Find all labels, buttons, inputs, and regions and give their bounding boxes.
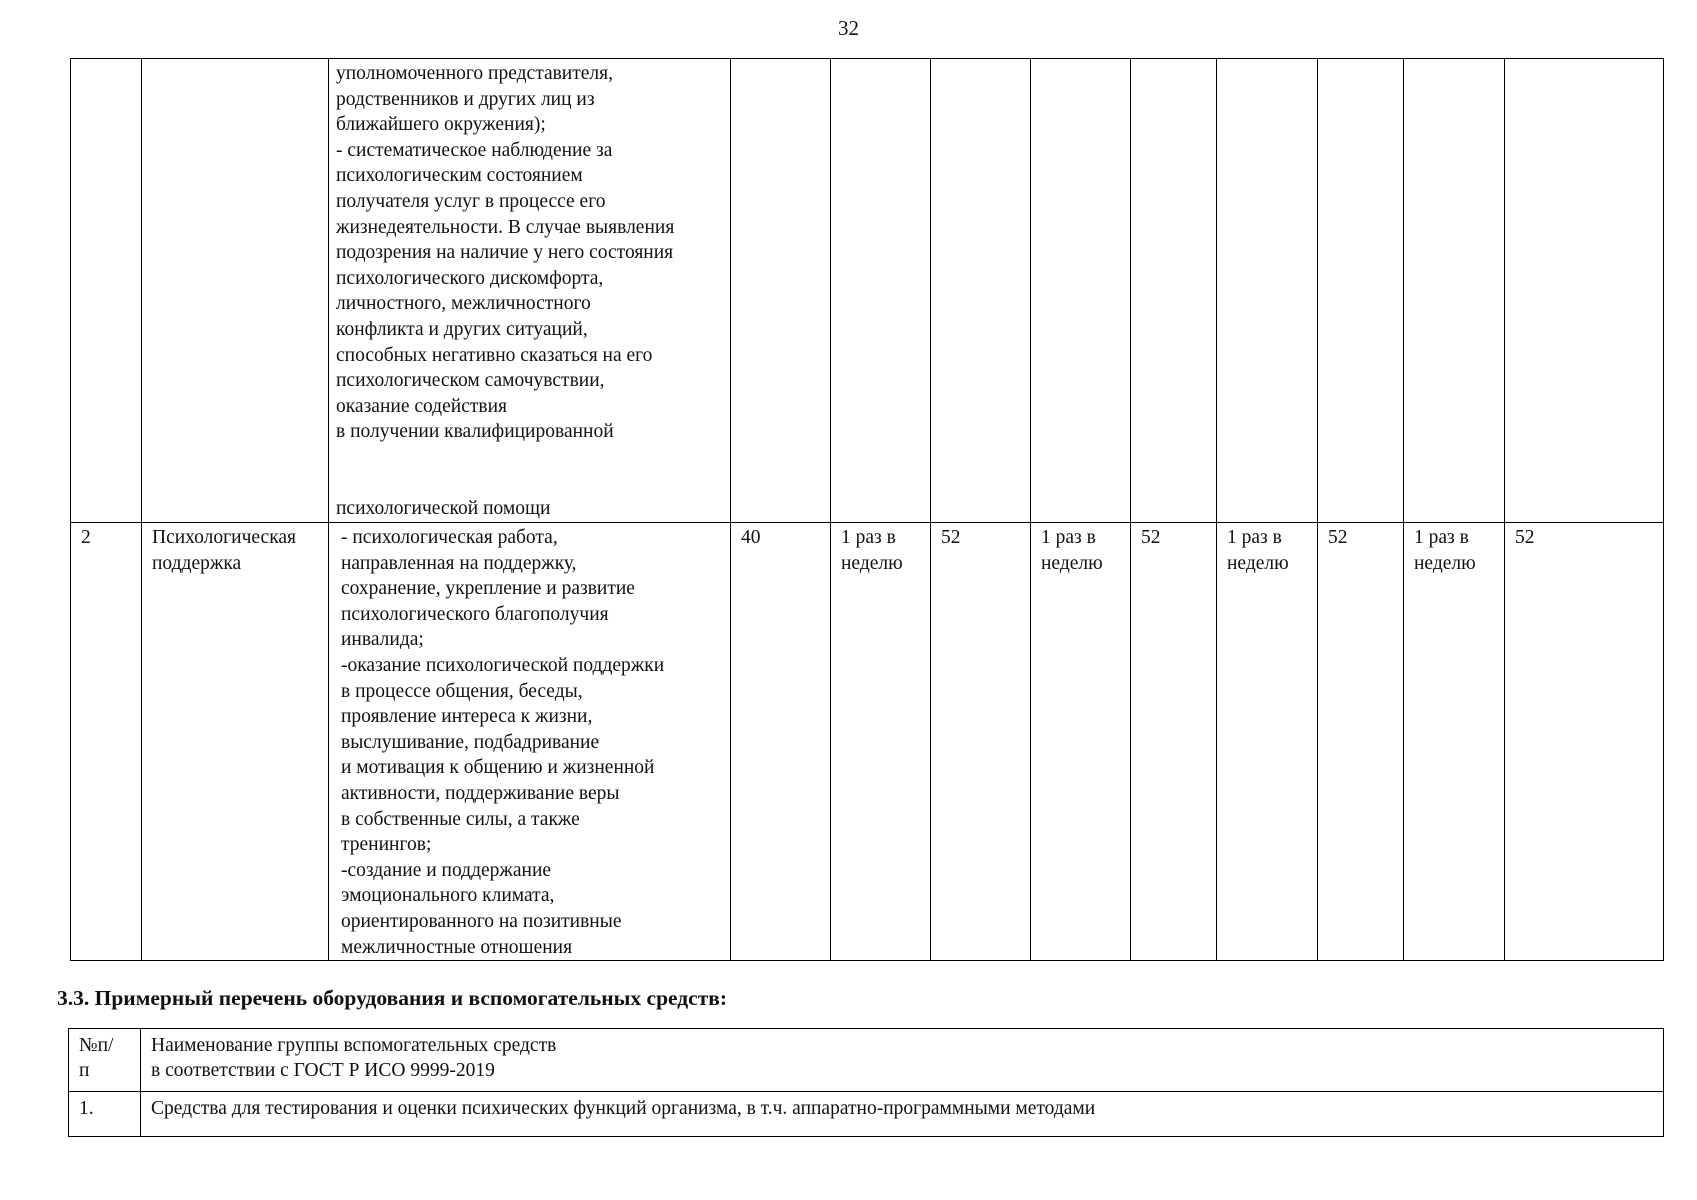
description-line: личностного, межличностного [336,293,591,315]
service-description-cell [329,59,731,523]
empty-cell [1318,59,1404,523]
description-line: направленная на поддержку, [341,552,577,574]
empty-cell [931,59,1031,523]
description-line: в получении квалифицированной [336,421,614,443]
description-line: психологическим состоянием [336,165,583,187]
description-line: в собственные силы, а также [341,808,580,830]
description-line: эмоционального климата, [341,885,555,907]
description-line: родственников и других лиц из [336,88,595,110]
service-description-cell [329,523,731,961]
description-line: сохранение, укрепление и развитие [341,578,635,600]
table-row [71,59,1664,523]
frequency-cell: 1 раз в неделю [1031,523,1131,961]
row-number-cell [71,59,142,523]
empty-cell [1031,59,1131,523]
description-line: -оказание психологической поддержки [341,654,665,676]
description-line: тренингов; [341,834,432,856]
description-line: в процессе общения, беседы, [341,680,583,702]
description-line: инвалида; [341,629,424,651]
row-number-cell: 1. [69,1092,141,1137]
table-header-row [69,1029,1664,1092]
section-heading: 3.3. Примерный перечень оборудования и вспомогательных средств: [57,986,728,1010]
description-line: жизнедеятельности. В случае выявления [336,216,675,238]
spacer [336,445,722,496]
empty-cell [731,59,831,523]
description-line: психологического благополучия [341,603,609,625]
description-line: психологического дискомфорта, [336,267,604,289]
description-line: психологической помощи [336,497,551,519]
description-line: ближайшего окружения); [336,114,546,136]
description-line: оказание содействия [336,395,507,417]
empty-cell [1505,59,1664,523]
service-name-cell: Психологическая поддержка [142,523,329,961]
description-line: межличностные отношения [341,936,573,958]
count-cell: 52 [1131,523,1217,961]
description-line: способных негативно сказаться на его [336,344,653,366]
frequency-cell: 1 раз в неделю [831,523,931,961]
header-number-cell: №п/ п [69,1029,141,1092]
equipment-table [68,1028,1664,1137]
description-line: -создание и поддержание [341,859,552,881]
description-line: получателя услуг в процессе его [336,190,606,212]
page-number: 32 [838,16,859,40]
services-table [70,58,1664,961]
empty-cell [1404,59,1505,523]
equipment-name-cell: Средства для тестирования и оценки психических функций организма, в т.ч. аппаратно-программными методами [141,1092,1664,1137]
count-cell: 52 [1505,523,1664,961]
duration-cell: 40 [731,523,831,961]
frequency-cell: 1 раз в неделю [1217,523,1318,961]
description-line: и мотивация к общению и жизненной [341,757,655,779]
description-line: - психологическая работа, [341,527,558,548]
count-cell: 52 [1318,523,1404,961]
description-line: выслушивание, подбадривание [341,731,600,753]
empty-cell [1217,59,1318,523]
frequency-cell: 1 раз в неделю [1404,523,1505,961]
description-line: психологическом самочувствии, [336,370,605,392]
description-line: уполномоченного представителя, [336,63,613,84]
empty-cell [831,59,931,523]
table-row [69,1092,1664,1137]
count-cell: 52 [931,523,1031,961]
row-number-cell: 2 [71,523,142,961]
description-line: проявление интереса к жизни, [341,706,593,728]
description-line: ориентированного на позитивные [341,910,622,932]
table-row [71,523,1664,961]
header-name-cell: Наименование группы вспомогательных средств в соответствии с ГОСТ Р ИСО 9999-2019 [141,1029,1664,1092]
description-line: подозрения на наличие у него состояния [336,242,674,264]
description-line: активности, поддерживание веры [341,782,620,804]
description-line: конфликта и других ситуаций, [336,318,588,340]
empty-cell [1131,59,1217,523]
description-line: - систематическое наблюдение за [336,139,613,161]
service-name-cell [142,59,329,523]
